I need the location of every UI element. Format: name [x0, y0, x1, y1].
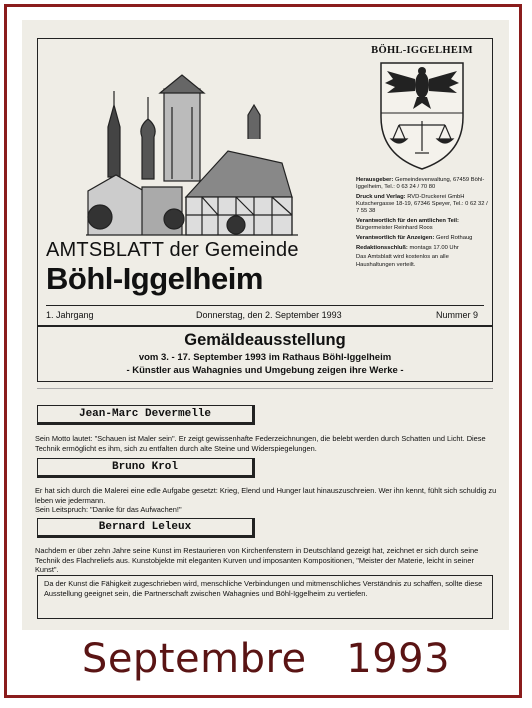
town-skyline-illustration	[86, 67, 306, 237]
newspaper-page	[22, 20, 509, 630]
artist-bio-text: Er hat sich durch die Malerei eine edle Aufgabe gesetzt: Krieg, Elend und Hunger laut hinauszuschreien. Wer ihn kennt, fühlt sich schuldig zu leben wie jedermann.	[35, 486, 497, 505]
issue-date: Donnerstag, den 2. September 1993	[196, 310, 342, 320]
page-caption: Septembre 1993	[81, 636, 451, 682]
masthead-title-town: Böhl-Iggelheim	[46, 261, 263, 296]
artist-name-devermelle: Jean-Marc Devermelle	[37, 405, 255, 425]
artist-bio-leleux: Nachdem er über zehn Jahre seine Kunst im Restaurieren von Kirchenfenstern in Deutschland gezeigt hat, zeichnet er sich durch seine Technik des Flachreliefs aus. Kunstobjekte mit eleganten Kurven und imposanten Kompositionen, "Meister der Materie, leicht in seiner Kunst".	[35, 546, 479, 575]
artist-bio-devermelle: Sein Motto lautet: "Schauen ist Maler sein". Er zeigt gewissenhafte Federzeichnungen, die belebt werden durch Schatten und Licht. Diese Technik ermöglicht es ihm, sich zu entfalten durch alte Steine und Widerspiegelungen.	[35, 434, 486, 453]
masthead-right-column	[356, 45, 488, 271]
volume-label: 1. Jahrgang	[46, 310, 94, 320]
artist-name-leleux: Bernard Leleux	[37, 518, 255, 538]
imprint-block: Verantwortlich für Anzeigen: Gerd Rothaug	[356, 234, 473, 241]
imprint-block: Herausgeber: Gemeindeverwaltung, 67459 Böhl-Iggelheim, Tel.: 0 63 24 / 70 80	[356, 177, 485, 191]
imprint	[356, 177, 488, 269]
divider	[37, 388, 493, 389]
imprint-block: Redaktionsschluß: montags 17.00 Uhr	[356, 244, 459, 251]
closing-note-box: Da der Kunst die Fähigkeit zugeschrieben wird, menschliche Verbindungen und mitmenschliches Verständnis zu schaffen, sollte diese Ausstellung geeignet sein, die Partnerschaft zwischen Wahagnies und Böhl-Iggelheim zu vertiefen.	[37, 575, 493, 619]
issue-number: Nummer 9	[435, 310, 478, 320]
masthead-divider	[46, 305, 484, 306]
exhibition-tagline: - Künstler aus Wahagnies und Umgebung zeigen ihre Werke -	[126, 365, 404, 376]
imprint-block: Verantwortlich für den amtlichen Teil: Bürgermeister Reinhard Roos	[356, 218, 459, 232]
crest-town-name: BÖHL-IGGELHEIM	[371, 45, 473, 56]
masthead-title-line1: AMTSBLATT der Gemeinde	[46, 239, 299, 261]
exhibition-headline-box	[37, 326, 493, 382]
coat-of-arms-icon	[377, 59, 467, 171]
artist-bio-krol	[35, 486, 497, 515]
exhibition-title: Gemäldeausstellung	[184, 331, 346, 349]
exhibition-subtitle: vom 3. - 17. September 1993 im Rathaus Böhl-Iggelheim	[138, 352, 392, 363]
imprint-block: Das Amtsblatt wird kostenlos an alle Haushaltungen verteilt.	[356, 254, 449, 268]
imprint-block: Druck und Verlag: RVD-Druckerei GmbH Kutschergasse 18-19, 67346 Speyer, Tel.: 0 62 32 / 7 55 38	[356, 193, 488, 215]
artist-name-krol: Bruno Krol	[37, 458, 255, 478]
masthead	[37, 38, 493, 326]
artist-motto: Sein Leitspruch: "Danke für das Aufwachen!"	[35, 505, 182, 515]
